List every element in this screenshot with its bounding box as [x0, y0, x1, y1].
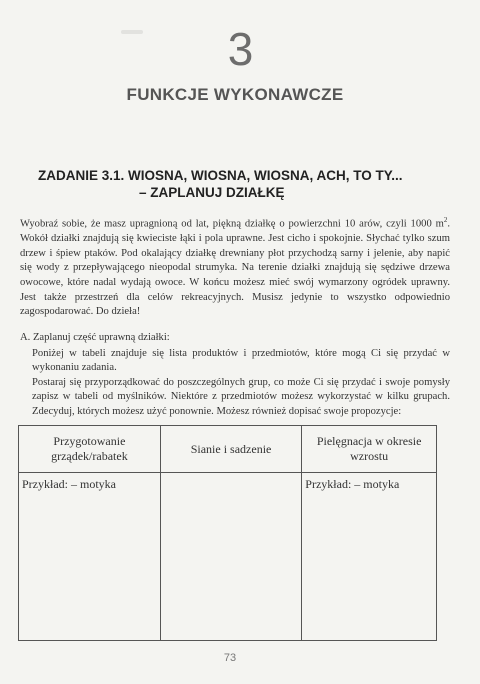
- section-a-paragraph2: Postaraj się przyporządkować do poszczególnych grup, co może Ci się przydać i swoje pomysły zapisz w tabeli od myślników. Niektóre z przedmiotów możesz wykorzystać w kilku grupach. Zdecyduj, których możesz użyć ponownie. Możesz również dopisać swoje propozycje:: [32, 376, 450, 417]
- table-header-sowing: Sianie i sadzenie: [160, 426, 301, 473]
- task-title: [38, 167, 458, 201]
- planning-table: [18, 425, 437, 641]
- intro-paragraph: [20, 213, 450, 320]
- chapter-number: 3: [227, 23, 253, 75]
- intro-superscript: 2: [443, 216, 448, 224]
- task-title-line2: – ZAPLANUJ DZIAŁKĘ: [139, 185, 285, 200]
- table-header-row: [19, 426, 437, 473]
- page-number: 73: [223, 652, 237, 664]
- intro-text-part2: . Wokół działki znajdują się kwieciste łąki i pola uprawne. Jest cicho i spokojnie. Słychać tylko szum drzew i śpiew ptaków. Pod okalający działkę drewniany płot przychodzą sarny i jelenie, aby napić się wody z przepływającego nieopodal strumyka. Na terenie działki znajdują się sędziwe drzewa owocowe, które nadal wydają owoce. W końcu możesz mieć swój wymarzony ogródek uprawny. Jest także przestrzeń dla celów rekreacyjnych. Musisz jedynie to wszystko odpowiednio zagospodarować. Do dzieła!: [20, 218, 450, 318]
- task-title-line1: ZADANIE 3.1. WIOSNA, WIOSNA, WIOSNA, ACH, TO TY...: [38, 168, 403, 183]
- table-header-care: Pielęgnacja w okresie wzrostu: [302, 426, 437, 473]
- table-cell-preparation[interactable]: Przykład: – motyka: [19, 473, 161, 641]
- table-cell-sowing[interactable]: [160, 473, 301, 641]
- section-a: [20, 331, 450, 420]
- section-a-paragraph1: Poniżej w tabeli znajduje się lista produktów i przedmiotów, które mogą Ci się przydać w wykonaniu zadania.: [32, 347, 450, 374]
- chapter-title: FUNKCJE WYKONAWCZE: [126, 85, 344, 104]
- section-a-heading: A. Zaplanuj część uprawną działki:: [20, 332, 170, 343]
- table-row: [19, 473, 437, 641]
- table-header-preparation: Przygotowanie grządek/rabatek: [19, 426, 161, 473]
- table-cell-care[interactable]: Przykład: – motyka: [302, 473, 437, 641]
- intro-text-part1: Wyobraź sobie, że masz upragnioną od lat, piękną działkę o powierzchni 10 arów, czyli 1000 m: [20, 218, 444, 230]
